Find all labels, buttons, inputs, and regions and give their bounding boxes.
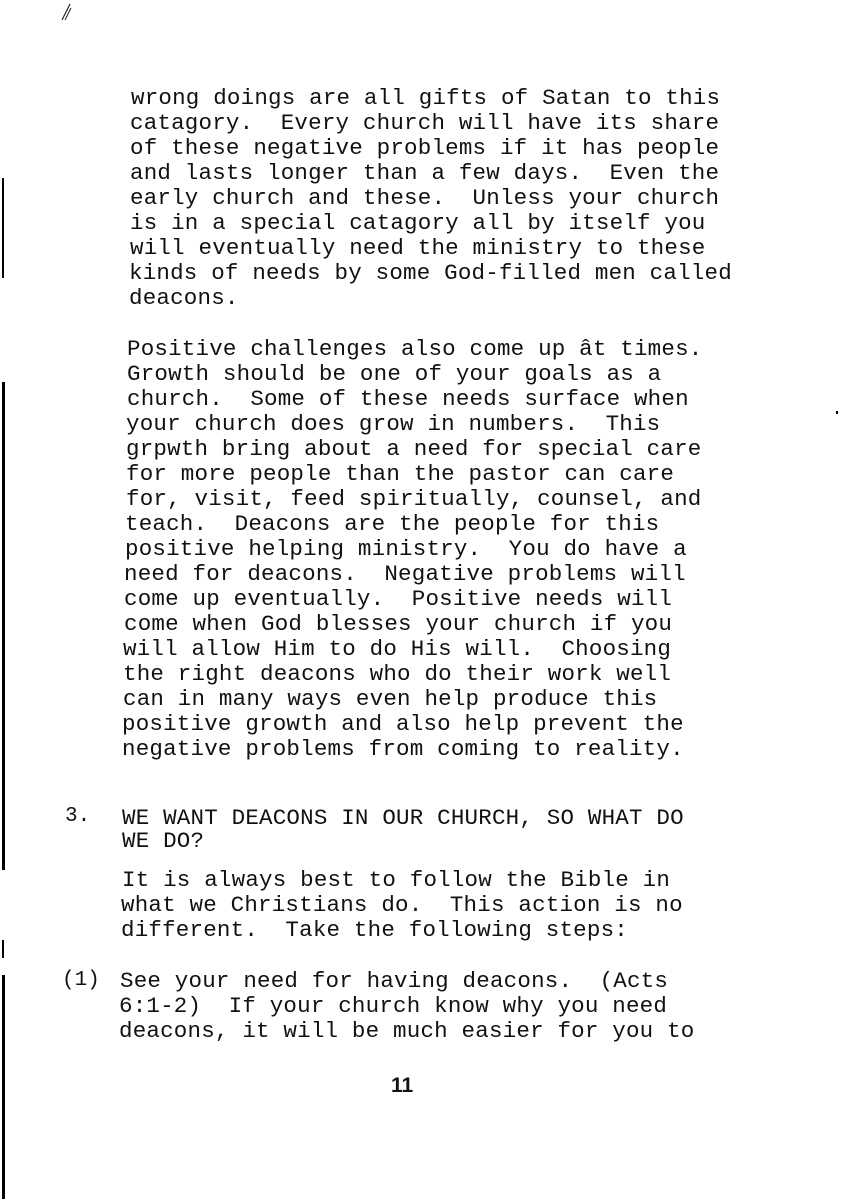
scan-margin-line (2, 382, 5, 870)
text-line: deacons, it will be much easier for you to (119, 1018, 695, 1044)
text-line: what we Christians do. This action is no (121, 892, 683, 918)
section-number: 3. (65, 805, 91, 828)
page-number: 11 (391, 1074, 414, 1097)
text-line: the right deacons who do their work well (123, 661, 672, 687)
text-line: Growth should be one of your goals as a (127, 361, 662, 387)
text-line: deacons. (129, 285, 239, 311)
text-line: need for deacons. Negative problems will (124, 561, 686, 587)
text-line: It is always best to follow the Bible in (122, 867, 671, 893)
text-line: 6:1-2) If your church know why you need (119, 993, 668, 1019)
text-line: come up eventually. Positive needs will (124, 586, 673, 612)
scan-margin-line (2, 975, 5, 1199)
text-line: come when God blesses your church if you (124, 611, 673, 637)
text-line: early church and these. Unless your church (130, 185, 720, 211)
text-line: wrong doings are all gifts of Satan to this (131, 85, 721, 111)
text-line: for, visit, feed spiritually, counsel, and (126, 486, 702, 512)
text-line: will eventually need the ministry to these (130, 235, 706, 261)
text-line: different. Take the following steps: (121, 917, 628, 943)
section-heading: WE WANT DEACONS IN OUR CHURCH, SO WHAT DO (122, 805, 684, 831)
scan-speck (836, 411, 838, 414)
text-line: positive growth and also help prevent the (122, 711, 684, 737)
text-line: teach. Deacons are the people for this (125, 511, 660, 537)
section-heading: WE DO? (122, 828, 205, 854)
text-line: kinds of needs by some God-filled men called (129, 260, 732, 286)
text-line: Positive challenges also come up ât times. (127, 336, 703, 362)
scan-margin-line (2, 940, 4, 958)
scan-margin-line (2, 178, 4, 278)
pen-mark-icon (60, 2, 72, 22)
text-line: for more people than the pastor can care (126, 461, 675, 487)
text-line: will allow Him to do His will. Choosing (123, 636, 672, 662)
text-line: church. Some of these needs surface when (127, 386, 689, 412)
text-line: negative problems from coming to reality. (122, 736, 684, 762)
text-line: can in many ways even help produce this (123, 686, 658, 712)
text-line: positive helping ministry. You do have a (125, 536, 687, 562)
text-line: grpwth bring about a need for special care (126, 436, 702, 462)
step-number: (1) (62, 969, 100, 992)
text-line: catagory. Every church will have its share (130, 110, 720, 136)
text-line: your church does grow in numbers. This (126, 411, 661, 437)
text-line: of these negative problems if it has people (130, 135, 720, 161)
text-line: is in a special catagory all by itself you (130, 210, 706, 236)
text-line: See your need for having deacons. (Acts (120, 968, 669, 994)
text-line: and lasts longer than a few days. Even the (130, 160, 720, 186)
